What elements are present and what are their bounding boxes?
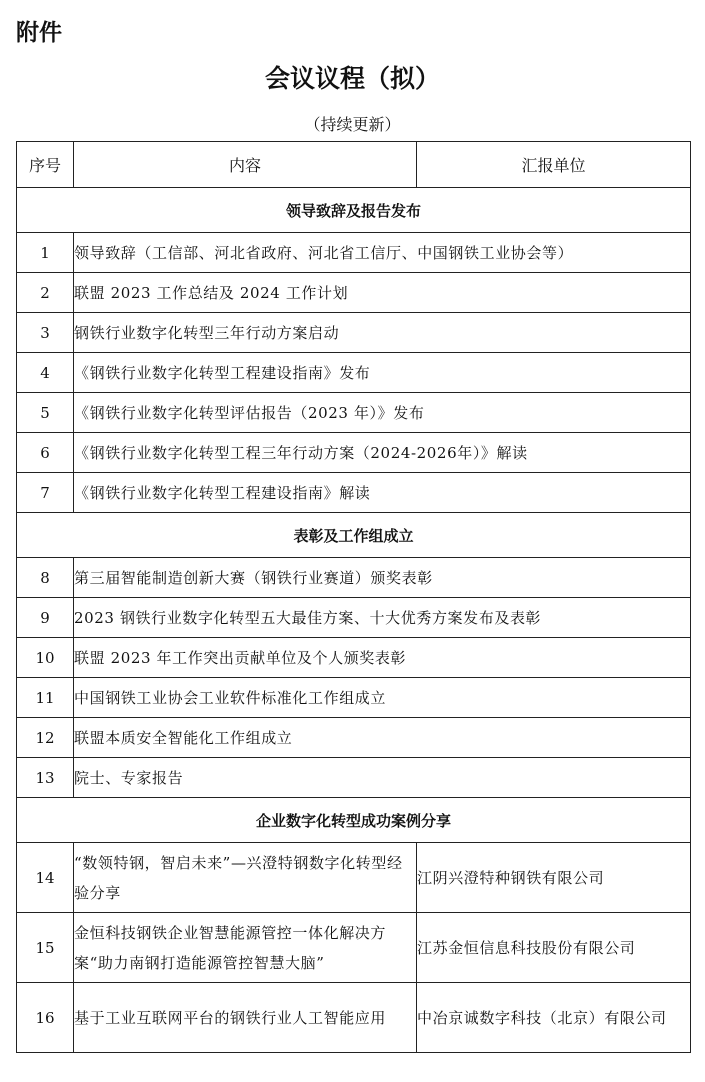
row-unit: 中冶京诚数字科技（北京）有限公司: [417, 983, 691, 1053]
section-title: 领导致辞及报告发布: [17, 188, 691, 233]
row-content: 联盟本质安全智能化工作组成立: [74, 718, 691, 758]
row-content: 2023 钢铁行业数字化转型五大最佳方案、十大优秀方案发布及表彰: [74, 598, 691, 638]
row-content: 联盟 2023 年工作突出贡献单位及个人颁奖表彰: [74, 638, 691, 678]
header-index: 序号: [17, 142, 74, 188]
row-content: 中国钢铁工业协会工业软件标准化工作组成立: [74, 678, 691, 718]
row-content: 《钢铁行业数字化转型工程三年行动方案（2024-2026年）》解读: [74, 433, 691, 473]
row-content: 领导致辞（工信部、河北省政府、河北省工信厅、中国钢铁工业协会等）: [74, 233, 691, 273]
row-number: 15: [17, 913, 74, 983]
row-unit: 江阴兴澄特种钢铁有限公司: [417, 843, 691, 913]
table-row: [17, 638, 691, 678]
table-row: [17, 233, 691, 273]
table-row: [17, 678, 691, 718]
row-number: 16: [17, 983, 74, 1053]
row-number: 4: [17, 353, 74, 393]
row-number: 9: [17, 598, 74, 638]
attachment-label: 附件: [16, 20, 62, 46]
header-content: 内容: [74, 142, 417, 188]
table-row: [17, 558, 691, 598]
row-number: 12: [17, 718, 74, 758]
table-row: [17, 473, 691, 513]
header-unit: 汇报单位: [417, 142, 691, 188]
row-number: 11: [17, 678, 74, 718]
section-row-awards: [17, 513, 691, 558]
section-title: 表彰及工作组成立: [17, 513, 691, 558]
row-number: 3: [17, 313, 74, 353]
agenda-table: [16, 141, 691, 1053]
row-number: 8: [17, 558, 74, 598]
row-content: 《钢铁行业数字化转型评估报告（2023 年）》发布: [74, 393, 691, 433]
row-number: 10: [17, 638, 74, 678]
section-row-speeches: [17, 188, 691, 233]
table-header-row: [17, 142, 691, 188]
table-row: [17, 433, 691, 473]
table-row: [17, 273, 691, 313]
row-content: “数领特钢，智启未来”—兴澄特钢数字化转型经验分享: [74, 843, 417, 913]
row-content: 《钢铁行业数字化转型工程建设指南》发布: [74, 353, 691, 393]
table-row: [17, 353, 691, 393]
row-number: 1: [17, 233, 74, 273]
row-content: 第三届智能制造创新大赛（钢铁行业赛道）颁奖表彰: [74, 558, 691, 598]
table-row: [17, 598, 691, 638]
row-number: 13: [17, 758, 74, 798]
row-number: 6: [17, 433, 74, 473]
table-row: [17, 843, 691, 913]
table-row: [17, 983, 691, 1053]
row-content: 院士、专家报告: [74, 758, 691, 798]
section-title: 企业数字化转型成功案例分享: [17, 798, 691, 843]
row-content: 联盟 2023 工作总结及 2024 工作计划: [74, 273, 691, 313]
row-content: 基于工业互联网平台的钢铁行业人工智能应用: [74, 983, 417, 1053]
table-row: [17, 393, 691, 433]
table-row: [17, 718, 691, 758]
table-row: [17, 913, 691, 983]
row-number: 5: [17, 393, 74, 433]
table-row: [17, 758, 691, 798]
page-subtitle: （持续更新）: [304, 115, 401, 134]
row-number: 2: [17, 273, 74, 313]
row-content: 《钢铁行业数字化转型工程建设指南》解读: [74, 473, 691, 513]
row-content: 金恒科技钢铁企业智慧能源管控一体化解决方案“助力南钢打造能源管控智慧大脑”: [74, 913, 417, 983]
row-unit: 江苏金恒信息科技股份有限公司: [417, 913, 691, 983]
page-title: 会议议程（拟）: [264, 64, 440, 93]
row-content: 钢铁行业数字化转型三年行动方案启动: [74, 313, 691, 353]
table-row: [17, 313, 691, 353]
section-row-cases: [17, 798, 691, 843]
row-number: 14: [17, 843, 74, 913]
row-number: 7: [17, 473, 74, 513]
